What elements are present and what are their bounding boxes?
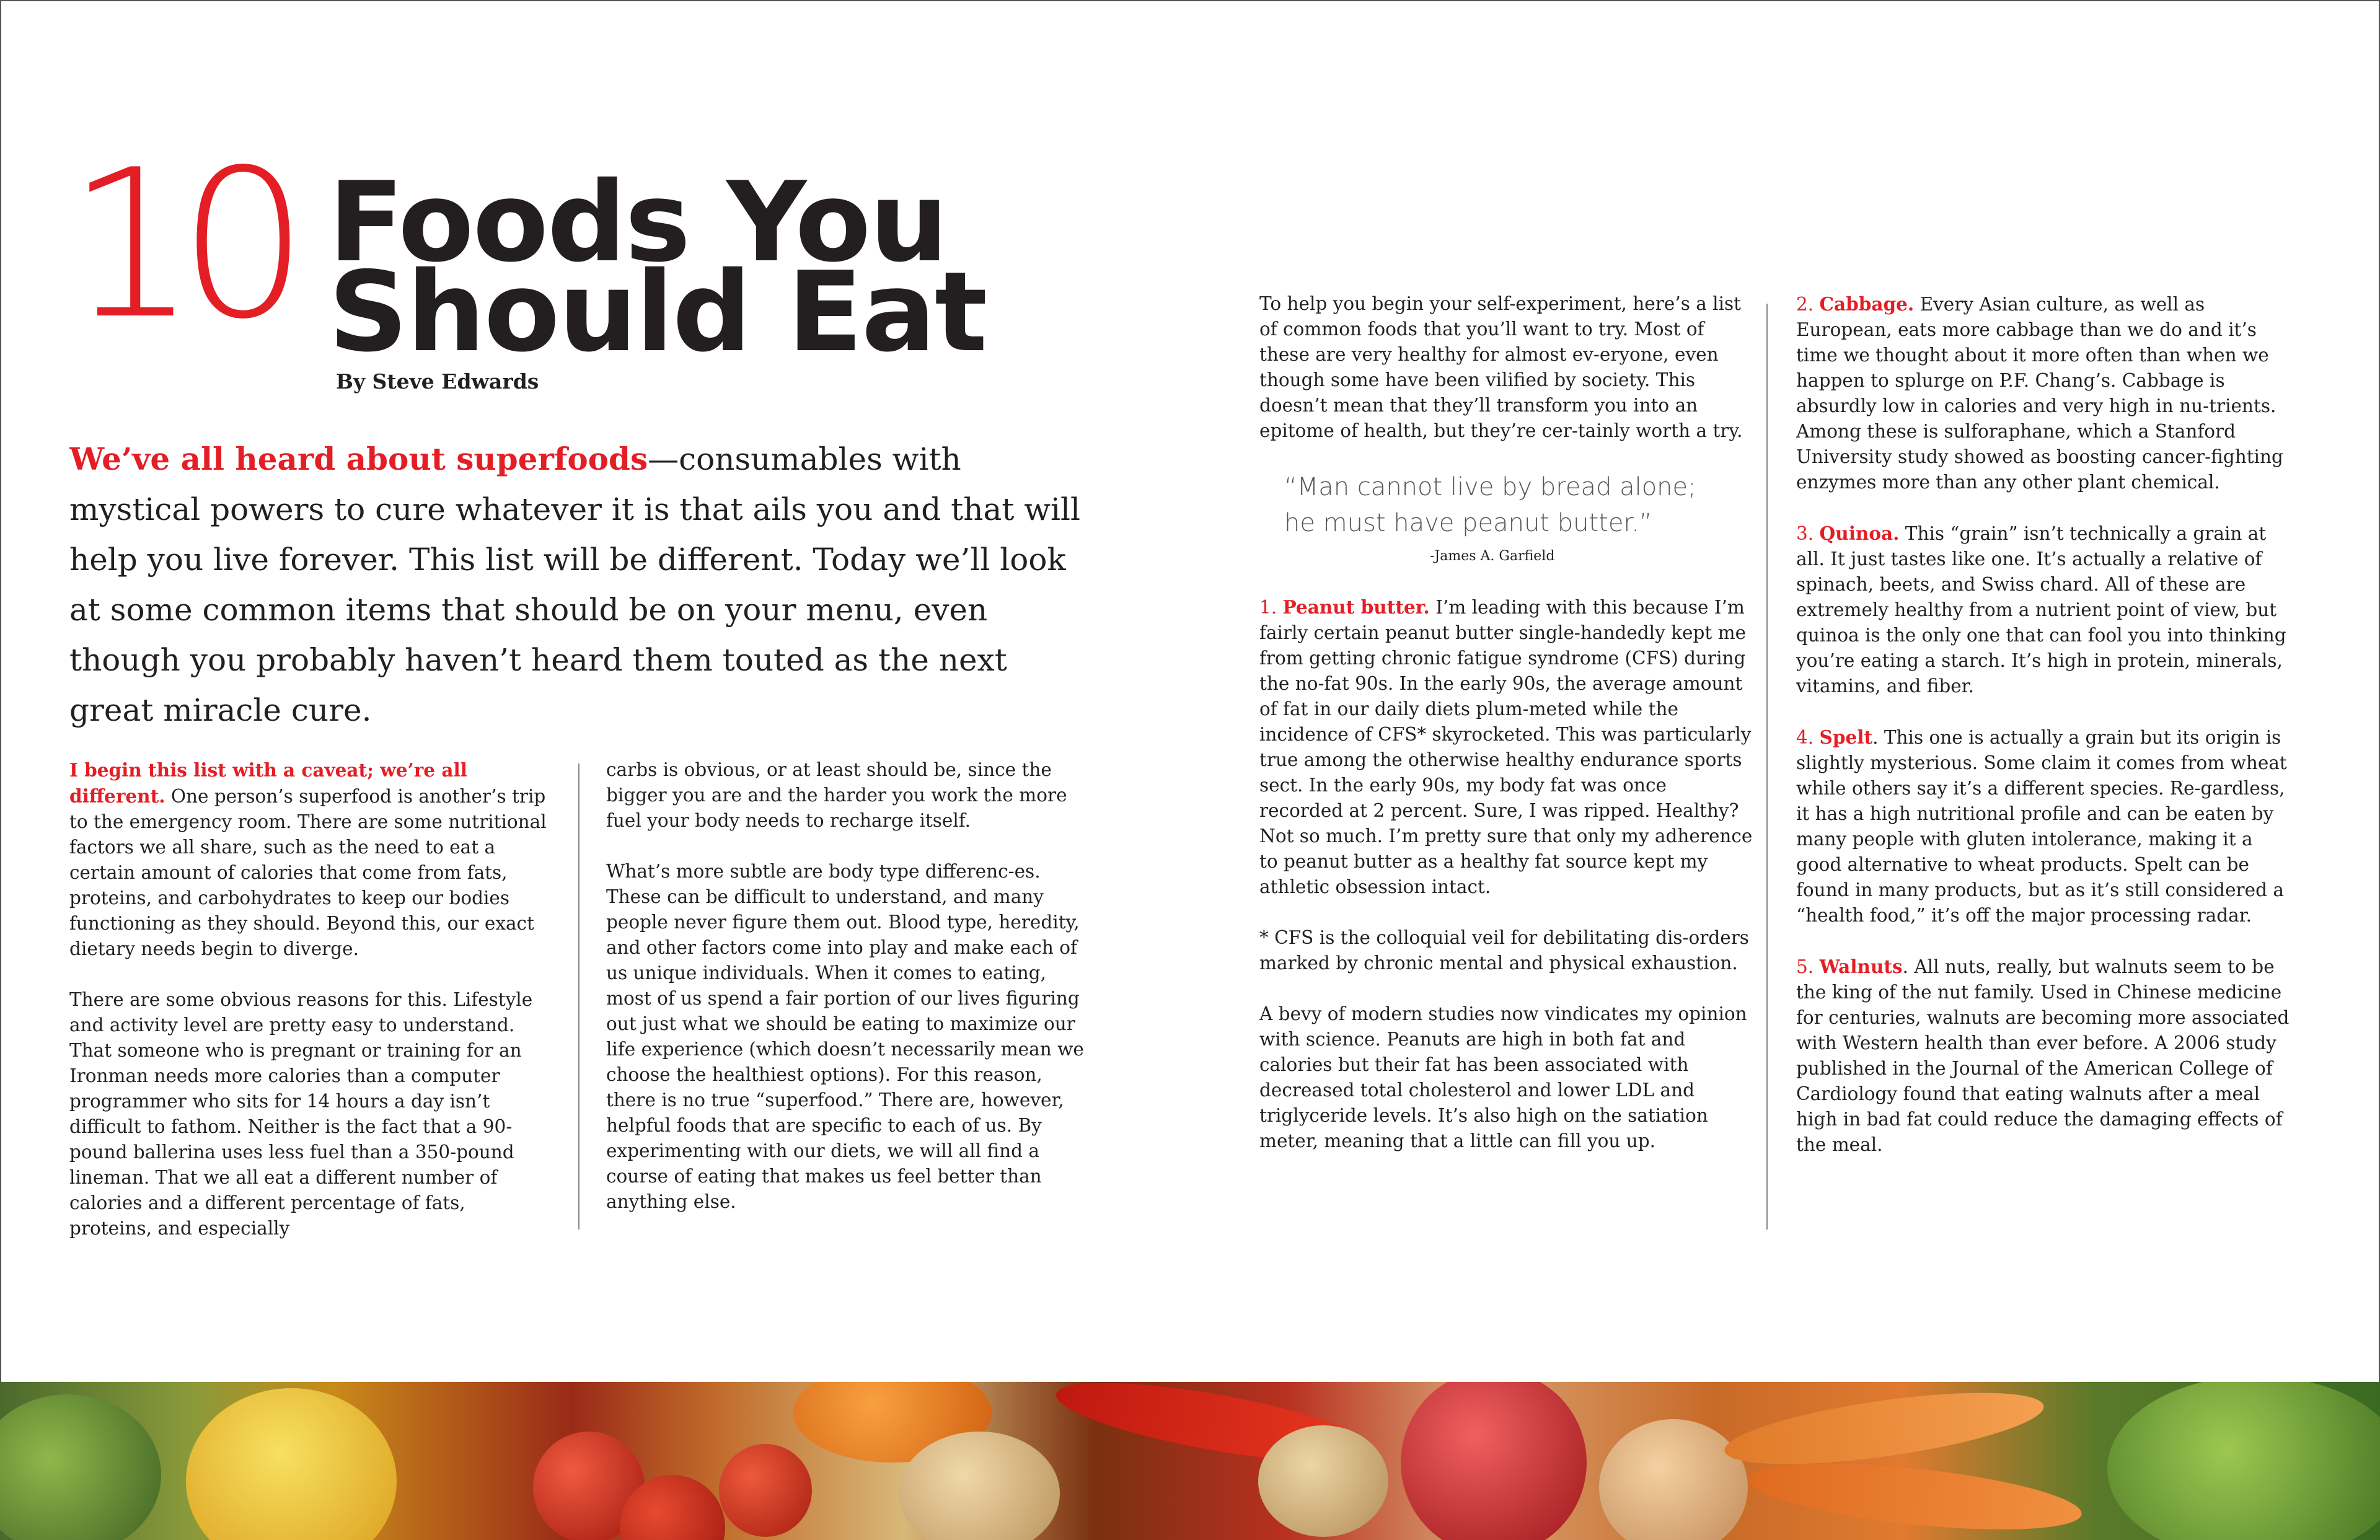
title-line-2: Should Eat: [328, 248, 987, 376]
quote-attribution: -James A. Garfield: [1430, 548, 1555, 564]
item-name: Peanut butter.: [1282, 596, 1430, 618]
item-text: Every Asian culture, as well as European, eats more cabbage than we do and it’s time we thought about it more often than when we happen to splurge on P.F. Chang’s. Cabbage is absurdly low in calories and very high in nu-trients. Among these is sulforaphane, which a Stanford University study showed as boosting cancer-fighting enzymes more than any other plant chemical.: [1796, 294, 2283, 493]
intro-text: —consumables with mystical powers to cure whatever it is that ails you and that will help you live forever. This list will be different. Today we’ll look at some common items that should be on your menu, even though you probably haven’t heard them touted as the next great miracle cure.: [69, 441, 1081, 728]
leafy-greens-shape: [2107, 1382, 2380, 1540]
item-text: I’m leading with this because I’m fairly certain peanut butter single-handedly kept me from getting chronic fatigue syndrome (CFS) during the no-fat 90s. In the early 90s, the average amount of fat in our daily diets plum-meted while the incidence of CFS* skyrocketed. This was particularly true among the otherwise healthy endurance sports sect. In the early 90s, my body fat was once recorded at 2 percent. Sure, I was ripped. Healthy? Not so much. I’m pretty sure that only my adherence to peanut butter as a healthy fat source kept my athletic obsession intact.: [1259, 597, 1753, 897]
list-item: [1796, 954, 2292, 1158]
potato-shape: [1258, 1425, 1388, 1537]
body-column-1: [69, 757, 553, 1241]
item-name: Spelt: [1819, 726, 1873, 748]
title-line-1: Foods You: [328, 158, 947, 286]
paragraph: To help you begin your self-experiment, here’s a list of common foods that you’ll want to try. Most of these are very healthy for almost ev-eryone, even though some have been vilified by society. This doesn’t mean that they’ll transform you into an epitome of health, but they’re cer-tainly worth a try.: [1259, 293, 1743, 441]
pull-quote: [1284, 469, 1755, 541]
paragraph: A bevy of modern studies now vindicates my opinion with science. Peanuts are high in both fat and calories but their fat has been associated with decreased total cholesterol and lower LDL and triglyceride levels. It’s also high on the satiation meter, meaning that a little can fill you up.: [1259, 1003, 1747, 1151]
broccoli-shape: [0, 1394, 161, 1540]
item-number: 5.: [1796, 956, 1814, 977]
list-item: [1796, 724, 2292, 928]
list-item: [1259, 594, 1755, 900]
squash-shape: [186, 1388, 397, 1540]
item-text: This “grain” isn’t technically a grain at all. It just tastes like one. It’s actually a relative of spinach, beets, and Swiss chard. All of these are extremely healthy from a nutrient point of view, but quinoa is the only one that can fool you into thinking you’re eating a starch. It’s high in protein, minerals, vitamins, and fiber.: [1796, 523, 2286, 697]
item-name: Cabbage.: [1819, 293, 1915, 315]
pomegranate-shape: [1401, 1382, 1587, 1540]
title-number: 10: [67, 126, 290, 364]
body-column-2: [606, 757, 1096, 1215]
onion-shape: [1599, 1419, 1748, 1540]
paragraph-text: One person’s superfood is another’s trip to the emergency room. There are some nutritional factors we all share, such as the need to eat a certain amount of calories that come from fats, proteins, and carbohydrates to keep our bodies functioning as they should. Beyond this, our exact dietary needs begin to diverge.: [69, 786, 547, 959]
caveat-lead: I begin this list with a caveat; we’re all different.: [69, 759, 467, 807]
item-name: Walnuts: [1819, 956, 1903, 977]
quote-line: “Man cannot live by bread alone;: [1284, 473, 1696, 501]
paragraph: carbs is obvious, or at least should be, since the bigger you are and the harder you work the more fuel your body needs to recharge itself.: [606, 759, 1067, 831]
column-divider: [1766, 304, 1768, 1230]
body-column-4: [1796, 291, 2292, 1158]
body-column-3: [1259, 291, 1755, 1154]
byline: By Steve Edwards: [336, 369, 539, 394]
intro-deck: [69, 434, 1098, 736]
list-item: [1796, 521, 2292, 699]
item-number: 4.: [1796, 727, 1814, 748]
vegetable-photo-banner: [0, 1382, 2380, 1540]
footnote: * CFS is the colloquial veil for debilitating dis-orders marked by chronic mental and physical exhaustion.: [1259, 927, 1749, 974]
paragraph: [69, 757, 553, 962]
quote-line: he must have peanut butter.”: [1284, 509, 1652, 537]
item-number: 1.: [1259, 597, 1277, 618]
column-divider: [578, 763, 580, 1230]
item-number: 2.: [1796, 294, 1814, 315]
tomato-shape: [719, 1444, 812, 1537]
list-item: [1796, 291, 2292, 495]
paragraph: There are some obvious reasons for this. Lifestyle and activity level are pretty easy to understand. That someone who is pregnant or training for an Ironman needs more calories than a computer programmer who sits for 14 hours a day isn’t difficult to fathom. Neither is the fact that a 90-pound ballerina uses less fuel than a 350-pound lineman. That we all eat a different number of calories and a different percentage of fats, proteins, and especially: [69, 989, 533, 1239]
intro-lead: We’ve all heard about superfoods: [69, 441, 648, 477]
paragraph: What’s more subtle are body type differenc-es. These can be difficult to understand, and many people never figure them out. Blood type, heredity, and other factors come into play and make each of us unique individuals. When it comes to eating, most of us spend a fair portion of our lives figuring out just what we should be eating to maximize our life experience (which doesn’t necessarily mean we choose the healthiest options). For this reason, there is no true “superfood.” There are, however, helpful foods that are specific to each of us. By experimenting with our diets, we will all find a course of eating that makes us feel better than anything else.: [606, 861, 1084, 1212]
item-text: . All nuts, really, but walnuts seem to be the king of the nut family. Used in Chinese medicine for centuries, walnuts are becoming more associated with Western health than ever before. A 2006 study published in the Journal of the American College of Cardiology found that eating walnuts after a meal high in bad fat could reduce the damaging effects of the meal.: [1796, 956, 2290, 1155]
item-text: . This one is actually a grain but its origin is slightly mysterious. Some claim it comes from wheat while others say it’s a different species. Re-gardless, it has a high nutritional profile and can be eaten by many people with gluten intolerance, making it a good alternative to wheat products. Spelt can be found in many products, but as it’s still considered a “health food,” it’s off the major processing radar.: [1796, 727, 2287, 926]
item-name: Quinoa.: [1819, 522, 1900, 544]
carrot-shape: [1721, 1382, 2047, 1479]
item-number: 3.: [1796, 523, 1814, 544]
carrot-shape: [1746, 1451, 2084, 1540]
